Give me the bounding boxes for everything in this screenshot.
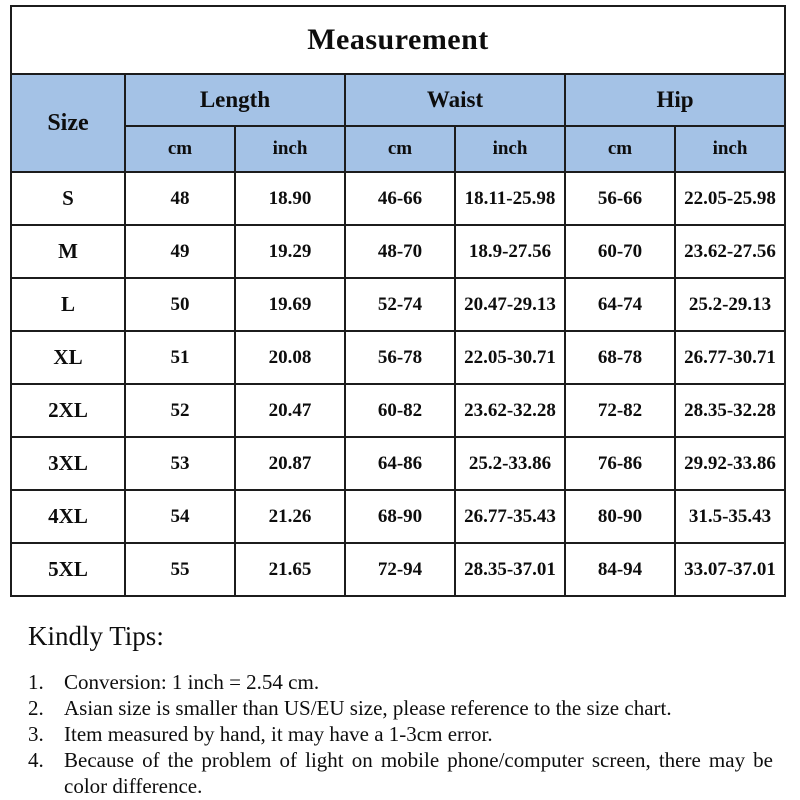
- kindly-tips-section: [28, 620, 773, 799]
- cell-length-inch: 21.65: [235, 543, 345, 596]
- cell-hip-inch: 25.2-29.13: [675, 278, 785, 331]
- cell-size: 4XL: [11, 490, 125, 543]
- cell-hip-inch: 23.62-27.56: [675, 225, 785, 278]
- cell-hip-cm: 80-90: [565, 490, 675, 543]
- group-header-waist: Waist: [345, 74, 565, 126]
- unit-header-hip-inch: inch: [675, 126, 785, 172]
- table-row: [11, 331, 785, 384]
- cell-length-cm: 53: [125, 437, 235, 490]
- cell-length-cm: 50: [125, 278, 235, 331]
- unit-header-row: [11, 126, 785, 172]
- title-row: [11, 6, 785, 74]
- tip-text: Item measured by hand, it may have a 1-3cm error.: [64, 722, 493, 747]
- cell-length-inch: 19.69: [235, 278, 345, 331]
- cell-size: L: [11, 278, 125, 331]
- unit-header-length-inch: inch: [235, 126, 345, 172]
- table-row: [11, 490, 785, 543]
- cell-hip-inch: 29.92-33.86: [675, 437, 785, 490]
- cell-hip-cm: 64-74: [565, 278, 675, 331]
- cell-size: M: [11, 225, 125, 278]
- tip-text: Asian size is smaller than US/EU size, please reference to the size chart.: [64, 696, 672, 721]
- unit-header-waist-inch: inch: [455, 126, 565, 172]
- cell-hip-cm: 56-66: [565, 172, 675, 225]
- cell-waist-cm: 72-94: [345, 543, 455, 596]
- measurement-title: Measurement: [11, 6, 785, 74]
- cell-length-cm: 49: [125, 225, 235, 278]
- tip-item: [28, 669, 773, 695]
- cell-waist-cm: 60-82: [345, 384, 455, 437]
- tip-item: [28, 747, 773, 799]
- unit-header-waist-cm: cm: [345, 126, 455, 172]
- cell-length-cm: 55: [125, 543, 235, 596]
- cell-waist-inch: 18.9-27.56: [455, 225, 565, 278]
- cell-size: 3XL: [11, 437, 125, 490]
- group-header-length: Length: [125, 74, 345, 126]
- cell-length-inch: 19.29: [235, 225, 345, 278]
- cell-hip-cm: 84-94: [565, 543, 675, 596]
- tip-item: [28, 695, 773, 721]
- cell-hip-inch: 33.07-37.01: [675, 543, 785, 596]
- cell-waist-cm: 48-70: [345, 225, 455, 278]
- cell-length-inch: 20.08: [235, 331, 345, 384]
- group-header-hip: Hip: [565, 74, 785, 126]
- cell-waist-cm: 68-90: [345, 490, 455, 543]
- cell-size: 5XL: [11, 543, 125, 596]
- cell-size: 2XL: [11, 384, 125, 437]
- table-row: [11, 384, 785, 437]
- cell-waist-inch: 18.11-25.98: [455, 172, 565, 225]
- cell-waist-inch: 25.2-33.86: [455, 437, 565, 490]
- cell-length-inch: 21.26: [235, 490, 345, 543]
- tip-text: Because of the problem of light on mobile phone/computer screen, there may be color difference.: [64, 748, 773, 799]
- cell-hip-inch: 28.35-32.28: [675, 384, 785, 437]
- cell-waist-inch: 26.77-35.43: [455, 490, 565, 543]
- cell-hip-cm: 76-86: [565, 437, 675, 490]
- cell-length-cm: 48: [125, 172, 235, 225]
- cell-waist-cm: 52-74: [345, 278, 455, 331]
- kindly-tips-heading: Kindly Tips:: [28, 621, 164, 651]
- tip-number: 4.: [28, 748, 44, 773]
- cell-length-inch: 20.47: [235, 384, 345, 437]
- cell-waist-inch: 22.05-30.71: [455, 331, 565, 384]
- cell-size: S: [11, 172, 125, 225]
- tips-list: [28, 669, 773, 799]
- size-chart-table: [10, 5, 786, 597]
- cell-length-cm: 54: [125, 490, 235, 543]
- cell-hip-inch: 22.05-25.98: [675, 172, 785, 225]
- cell-length-inch: 18.90: [235, 172, 345, 225]
- table-row: [11, 172, 785, 225]
- tip-item: [28, 721, 773, 747]
- cell-length-cm: 51: [125, 331, 235, 384]
- cell-waist-cm: 46-66: [345, 172, 455, 225]
- cell-hip-cm: 68-78: [565, 331, 675, 384]
- table-row: [11, 278, 785, 331]
- table-row: [11, 225, 785, 278]
- tip-number: 1.: [28, 670, 44, 695]
- tip-number: 2.: [28, 696, 44, 721]
- tip-text: Conversion: 1 inch = 2.54 cm.: [64, 670, 320, 695]
- group-header-row: [11, 74, 785, 126]
- unit-header-hip-cm: cm: [565, 126, 675, 172]
- cell-waist-inch: 20.47-29.13: [455, 278, 565, 331]
- cell-hip-inch: 26.77-30.71: [675, 331, 785, 384]
- table-row: [11, 543, 785, 596]
- tip-number: 3.: [28, 722, 44, 747]
- table-row: [11, 437, 785, 490]
- cell-size: XL: [11, 331, 125, 384]
- cell-hip-inch: 31.5-35.43: [675, 490, 785, 543]
- cell-waist-inch: 28.35-37.01: [455, 543, 565, 596]
- cell-waist-cm: 56-78: [345, 331, 455, 384]
- cell-waist-cm: 64-86: [345, 437, 455, 490]
- unit-header-length-cm: cm: [125, 126, 235, 172]
- cell-length-cm: 52: [125, 384, 235, 437]
- size-header-cell: Size: [11, 74, 125, 172]
- cell-waist-inch: 23.62-32.28: [455, 384, 565, 437]
- cell-length-inch: 20.87: [235, 437, 345, 490]
- cell-hip-cm: 72-82: [565, 384, 675, 437]
- cell-hip-cm: 60-70: [565, 225, 675, 278]
